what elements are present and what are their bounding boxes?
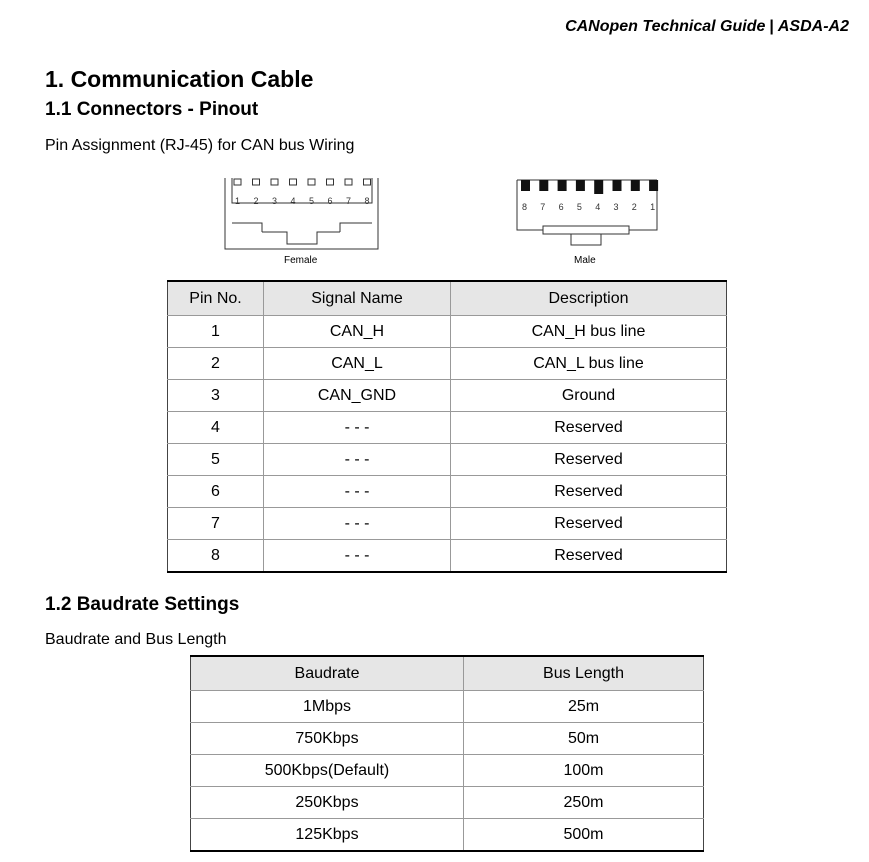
baud-table-header-baudrate: Baudrate (191, 656, 464, 691)
bus-length-cell: 25m (464, 691, 704, 723)
baud-table-header-bus-length: Bus Length (464, 656, 704, 691)
signal-cell: - - - (264, 476, 451, 508)
male-pin-number: 8 (522, 202, 528, 212)
header-title: CANopen Technical Guide (565, 18, 766, 35)
header-product: ASDA-A2 (777, 18, 849, 35)
section-1-1-title: 1.1 Connectors - Pinout (45, 99, 259, 120)
pin-table (167, 280, 727, 573)
female-pin-number: 5 (309, 196, 315, 206)
table-row (191, 755, 704, 787)
female-pin-slot (253, 179, 260, 185)
pin-assignment-intro: Pin Assignment (RJ-45) for CAN bus Wiring (45, 137, 355, 154)
bus-length-cell: 50m (464, 723, 704, 755)
female-pin-slot (271, 179, 278, 185)
pin-cell: 6 (168, 476, 264, 508)
pin-cell: 8 (168, 540, 264, 573)
female-label: Female (284, 255, 318, 266)
baudrate-cell: 1Mbps (191, 691, 464, 723)
male-pin-contact (576, 180, 585, 191)
female-pin-number: 6 (327, 196, 333, 206)
pin-table-header-pin: Pin No. (168, 281, 264, 316)
male-pin-number: 6 (558, 202, 564, 212)
table-row (168, 316, 727, 348)
signal-cell: CAN_GND (264, 380, 451, 412)
table-row (168, 380, 727, 412)
baudrate-cell: 750Kbps (191, 723, 464, 755)
description-cell: Ground (451, 380, 727, 412)
table-row (191, 787, 704, 819)
male-pin-number: 3 (613, 202, 619, 212)
female-pin-number: 3 (272, 196, 278, 206)
baudrate-cell: 125Kbps (191, 819, 464, 852)
signal-cell: - - - (264, 444, 451, 476)
description-cell: Reserved (451, 476, 727, 508)
pin-cell: 2 (168, 348, 264, 380)
table-row (168, 476, 727, 508)
female-pin-slot (345, 179, 352, 185)
pin-cell: 4 (168, 412, 264, 444)
female-pin-number: 2 (253, 196, 259, 206)
pin-cell: 3 (168, 380, 264, 412)
signal-cell: CAN_H (264, 316, 451, 348)
female-pin-number: 1 (235, 196, 241, 206)
pin-table-header-description: Description (451, 281, 727, 316)
female-pin-slot (308, 179, 315, 185)
page-header (565, 18, 849, 36)
male-pin-contact (521, 180, 530, 191)
signal-cell: - - - (264, 412, 451, 444)
baudrate-intro: Baudrate and Bus Length (45, 631, 227, 648)
female-connector-diagram (222, 176, 382, 252)
bus-length-cell: 250m (464, 787, 704, 819)
table-row (168, 348, 727, 380)
table-row (168, 508, 727, 540)
description-cell: Reserved (451, 508, 727, 540)
pin-cell: 7 (168, 508, 264, 540)
description-cell: Reserved (451, 412, 727, 444)
table-row (191, 723, 704, 755)
male-pin-number: 7 (540, 202, 546, 212)
male-pin-contact (613, 180, 622, 191)
female-pin-slot (327, 179, 334, 185)
male-pin-contact (558, 180, 567, 191)
description-cell: Reserved (451, 444, 727, 476)
male-pin-contact (631, 180, 640, 191)
pin-table-header-signal: Signal Name (264, 281, 451, 316)
female-pin-number: 8 (364, 196, 370, 206)
signal-cell: - - - (264, 508, 451, 540)
table-row (168, 412, 727, 444)
bus-length-cell: 500m (464, 819, 704, 852)
female-pin-slot (290, 179, 297, 185)
table-row (191, 691, 704, 723)
section-1-2-title: 1.2 Baudrate Settings (45, 594, 240, 615)
male-pin-number: 2 (631, 202, 637, 212)
header-separator: | (769, 18, 774, 35)
pin-cell: 5 (168, 444, 264, 476)
signal-cell: CAN_L (264, 348, 451, 380)
male-pin-contact (594, 180, 603, 194)
description-cell: Reserved (451, 540, 727, 573)
table-row (168, 444, 727, 476)
male-pin-contact (649, 180, 658, 191)
table-row (168, 540, 727, 573)
male-pin-number: 1 (650, 202, 656, 212)
female-pin-number: 4 (290, 196, 296, 206)
male-pin-contact (539, 180, 548, 191)
table-row (191, 819, 704, 852)
pin-cell: 1 (168, 316, 264, 348)
baudrate-cell: 250Kbps (191, 787, 464, 819)
male-pin-number: 4 (595, 202, 601, 212)
description-cell: CAN_L bus line (451, 348, 727, 380)
female-pin-number: 7 (346, 196, 352, 206)
male-pin-number: 5 (576, 202, 582, 212)
female-pin-slot (364, 179, 371, 185)
female-pin-slot (234, 179, 241, 185)
signal-cell: - - - (264, 540, 451, 573)
description-cell: CAN_H bus line (451, 316, 727, 348)
male-connector-diagram (514, 178, 662, 248)
baud-table-header-row (191, 656, 704, 691)
male-label: Male (574, 255, 596, 266)
baudrate-cell: 500Kbps(Default) (191, 755, 464, 787)
pin-table-header-row (168, 281, 727, 316)
section-1-title: 1. Communication Cable (45, 66, 314, 92)
bus-length-cell: 100m (464, 755, 704, 787)
baudrate-table (190, 655, 704, 852)
